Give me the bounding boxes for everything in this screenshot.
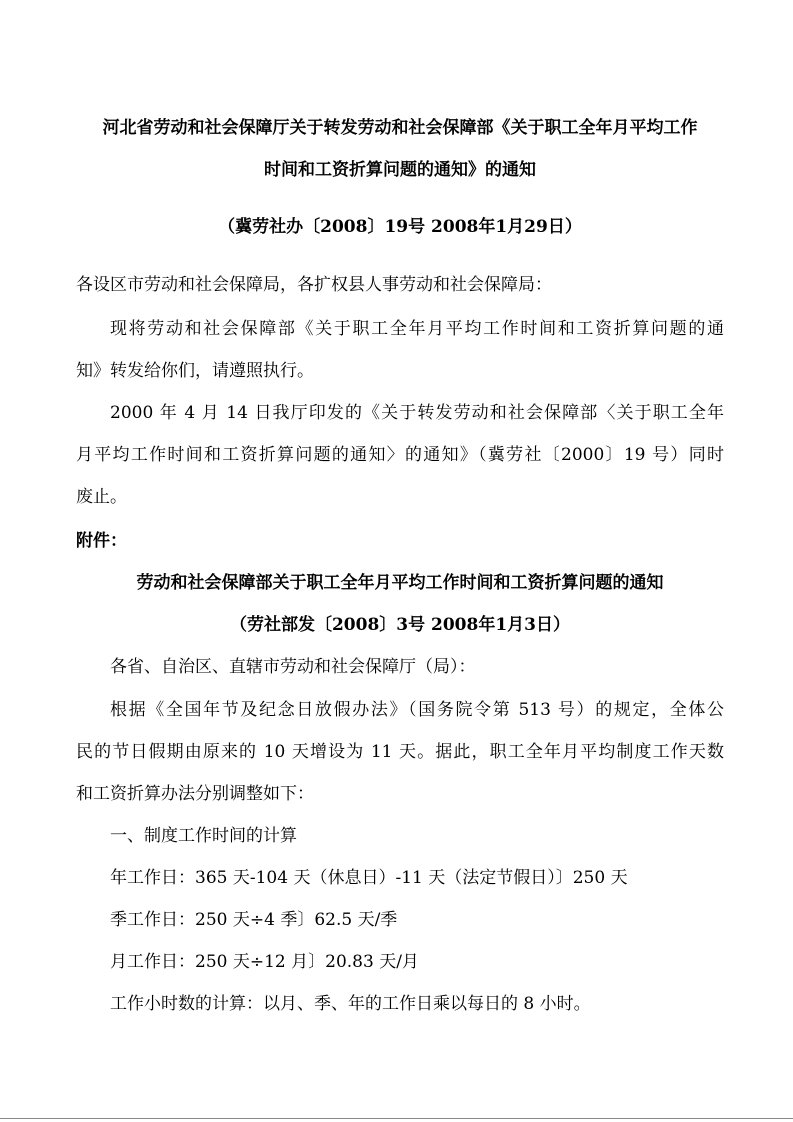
paragraph-2-line-1: 2000 年 4 月 14 日我厅印发的《关于转发劳动和社会保障部〈关于职工全年 — [110, 403, 724, 423]
quarterly-workdays: 季工作日：250 天÷4 季〕62.5 天/季 — [110, 910, 398, 930]
document-title-line-1: 河北省劳动和社会保障厅关于转发劳动和社会保障部《关于职工全年月平均工作 — [102, 118, 698, 138]
attachment-label: 附件： — [76, 531, 127, 551]
document-number: （冀劳社办〔2008〕19号 2008年1月29日） — [218, 217, 582, 237]
paragraph-1-line-2: 知》转发给你们，请遵照执行。 — [76, 361, 314, 381]
body-1-line-1: 根据《全国年节及纪念日放假办法》（国务院令第 513 号）的规定，全体公 — [110, 700, 724, 720]
annual-workdays: 年工作日：365 天-104 天（休息日）-11 天（法定节假日）〕250 天 — [110, 868, 628, 888]
recipients: 各设区市劳动和社会保障局，各扩权县人事劳动和社会保障局： — [76, 275, 552, 295]
work-hours: 工作小时数的计算：以月、季、年的工作日乘以每日的 8 小时。 — [110, 994, 591, 1014]
paragraph-2-line-2: 月平均工作时间和工资折算问题的通知〉的通知》（冀劳社〔2000〕19 号）同时 — [76, 445, 724, 465]
body-1-line-3: 和工资折算办法分别调整如下： — [76, 784, 314, 804]
paragraph-2-line-3: 废止。 — [76, 487, 127, 507]
page-bottom-divider — [0, 1118, 793, 1119]
attachment-recipients: 各省、自治区、直辖市劳动和社会保障厅（局）： — [110, 657, 476, 677]
body-1-line-2: 民的节日假期由原来的 10 天增设为 11 天。据此，职工全年月平均制度工作天数 — [76, 742, 724, 762]
attachment-title: 劳动和社会保障部关于职工全年月平均工作时间和工资折算问题的通知 — [136, 573, 664, 593]
section-1-heading: 一、制度工作时间的计算 — [110, 826, 297, 846]
paragraph-1-line-1: 现将劳动和社会保障部《关于职工全年月平均工作时间和工资折算问题的通 — [110, 319, 724, 339]
attachment-number: （劳社部发〔2008〕3号 2008年1月3日） — [229, 615, 571, 635]
monthly-workdays: 月工作日：250 天÷12 月〕20.83 天/月 — [110, 952, 419, 972]
document-title-line-2: 时间和工资折算问题的通知》的通知 — [264, 160, 536, 180]
document-page — [76, 0, 724, 1122]
